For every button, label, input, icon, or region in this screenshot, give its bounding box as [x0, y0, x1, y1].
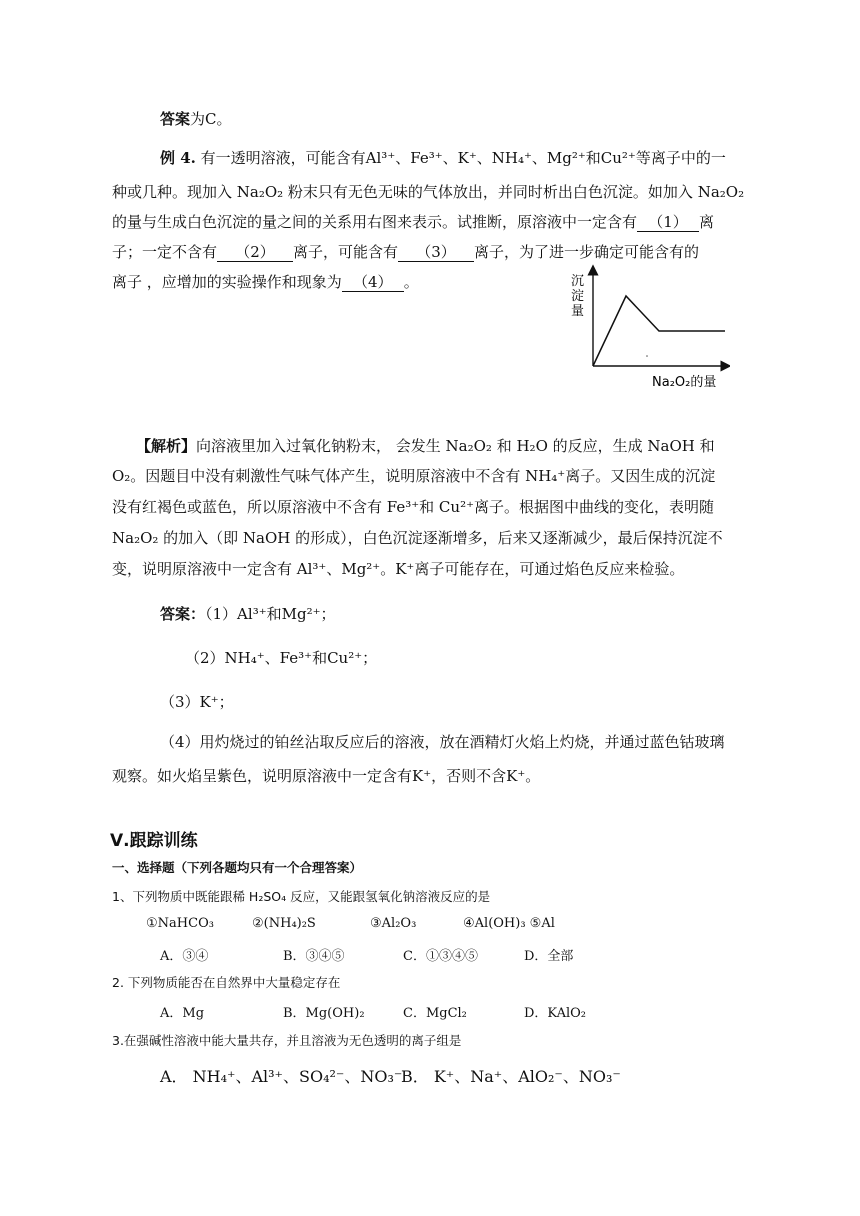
precipitate-curve	[593, 296, 725, 366]
example-text-4a: 子；一定不含有	[112, 243, 218, 261]
example-text-4b: 离子，可能含有	[293, 243, 399, 261]
example-label: 例 4.	[160, 149, 196, 167]
analysis-line-5: 变，说明原溶液中一定含有 Al³⁺、Mg²⁺。K⁺离子可能存在，可通过焰色反应来检验。	[112, 560, 685, 578]
answer-4-line-2: 观察。如火焰呈紫色，说明原溶液中一定含有K⁺，否则不含K⁺。	[112, 767, 541, 785]
q3-option-a[interactable]: A． NH₄⁺、Al³⁺、SO₄²⁻、NO₃⁻	[160, 1067, 403, 1086]
answer-2: （2）NH₄⁺、Fe³⁺和Cu²⁺；	[185, 649, 378, 667]
analysis-line-2: O₂。因题目中没有刺激性气味气体产生，说明原溶液中不含有 NH₄⁺离子。又因生成的沉淀	[112, 467, 716, 485]
q2-stem: 2. 下列物质能否在自然界中大量稳定存在	[112, 975, 341, 990]
blank-3[interactable]: （3）	[398, 244, 474, 262]
example-line-4	[112, 242, 699, 262]
answer-label: 答案	[160, 110, 191, 128]
blank-2[interactable]: （2）	[217, 244, 293, 262]
example-text-5b: 。	[403, 273, 419, 291]
answers-label: 答案：	[160, 605, 206, 623]
q2-option-d[interactable]: D．KAlO₂	[524, 1006, 587, 1021]
y-axis-label	[571, 274, 584, 319]
example-text-5a: 离子 ，应增加的实验操作和现象为	[112, 273, 342, 291]
answer-1: （1）Al³⁺和Mg²⁺；	[205, 605, 336, 623]
answer-3: （3）K⁺；	[160, 693, 234, 711]
y-axis-label-text: 沉淀量	[571, 274, 585, 319]
analysis-line-3: 没有红褐色或蓝色，所以原溶液中不含有 Fe³⁺和 Cu²⁺离子。根据图中曲线的变化，表明随	[112, 498, 715, 516]
example-text-3: 的量与生成白色沉淀的量之间的关系用右图来表示。试推断，原溶液中一定含有	[112, 213, 638, 231]
q1-item-1: ①NaHCO₃	[146, 916, 214, 931]
q3-option-b[interactable]: B． K⁺、Na⁺、AlO₂⁻、NO₃⁻	[401, 1067, 621, 1086]
q1-item-2: ②(NH₄)₂S	[252, 916, 316, 931]
graph-dot	[646, 355, 648, 357]
q1-item-4: ④Al(OH)₃ ⑤Al	[463, 916, 555, 931]
blank-4[interactable]: （4）	[342, 274, 404, 292]
answers-line-1	[160, 604, 336, 624]
q1-option-a[interactable]: A．③④	[160, 949, 209, 964]
section-title: Ⅴ.跟踪训练	[110, 831, 198, 851]
q1-stem: 1、下列物质中既能跟稀 H₂SO₄ 反应，又能跟氢氧化钠溶液反应的是	[112, 889, 491, 904]
q1-item-3: ③Al₂O₃	[370, 916, 417, 931]
example-text-3-end: 离	[699, 213, 715, 231]
analysis-line-1	[136, 436, 715, 456]
example-line-5	[112, 272, 419, 292]
example-text-4c: 离子，为了进一步确定可能含有的	[474, 243, 700, 261]
answer-text: 为C。	[190, 110, 232, 128]
q1-option-b[interactable]: B．③④⑤	[283, 949, 345, 964]
example-line-3	[112, 212, 714, 232]
example-line-2: 种或几种。现加入 Na₂O₂ 粉末只有无色无味的气体放出，并同时析出白色沉淀。如加入 Na₂O₂	[112, 183, 745, 201]
analysis-line-4: Na₂O₂ 的加入（即 NaOH 的形成），白色沉淀逐渐增多，后来又逐渐减少，最后保持沉淀不	[112, 529, 723, 547]
analysis-label: 【解析】	[136, 437, 197, 455]
q2-option-c[interactable]: C．MgCl₂	[403, 1006, 467, 1021]
x-axis-label: Na₂O₂的量	[652, 375, 717, 390]
precipitate-graph	[560, 262, 730, 392]
q1-option-c[interactable]: C．①③④⑤	[403, 949, 478, 964]
q2-option-b[interactable]: B．Mg(OH)₂	[283, 1006, 365, 1021]
example-line-1	[160, 148, 726, 168]
example-text-1: 有一透明溶液，可能含有Al³⁺、Fe³⁺、K⁺、NH₄⁺、Mg²⁺和Cu²⁺等离子中的一	[200, 149, 726, 167]
answer-line	[160, 109, 232, 129]
q2-option-a[interactable]: A．Mg	[160, 1006, 205, 1021]
q3-stem: 3.在强碱性溶液中能大量共存，并且溶液为无色透明的离子组是	[112, 1033, 462, 1048]
blank-1[interactable]: （1）	[637, 214, 699, 232]
q1-option-d[interactable]: D．全部	[524, 949, 574, 964]
section-subtitle: 一、选择题（下列各题均只有一个合理答案）	[112, 860, 363, 875]
answer-4-line-1: （4）用灼烧过的铂丝沾取反应后的溶液，放在酒精灯火焰上灼烧，并通过蓝色钴玻璃	[160, 733, 725, 751]
analysis-text-1: 向溶液里加入过氧化钠粉末， 会发生 Na₂O₂ 和 H₂O 的反应，生成 NaOH 和	[196, 437, 715, 455]
